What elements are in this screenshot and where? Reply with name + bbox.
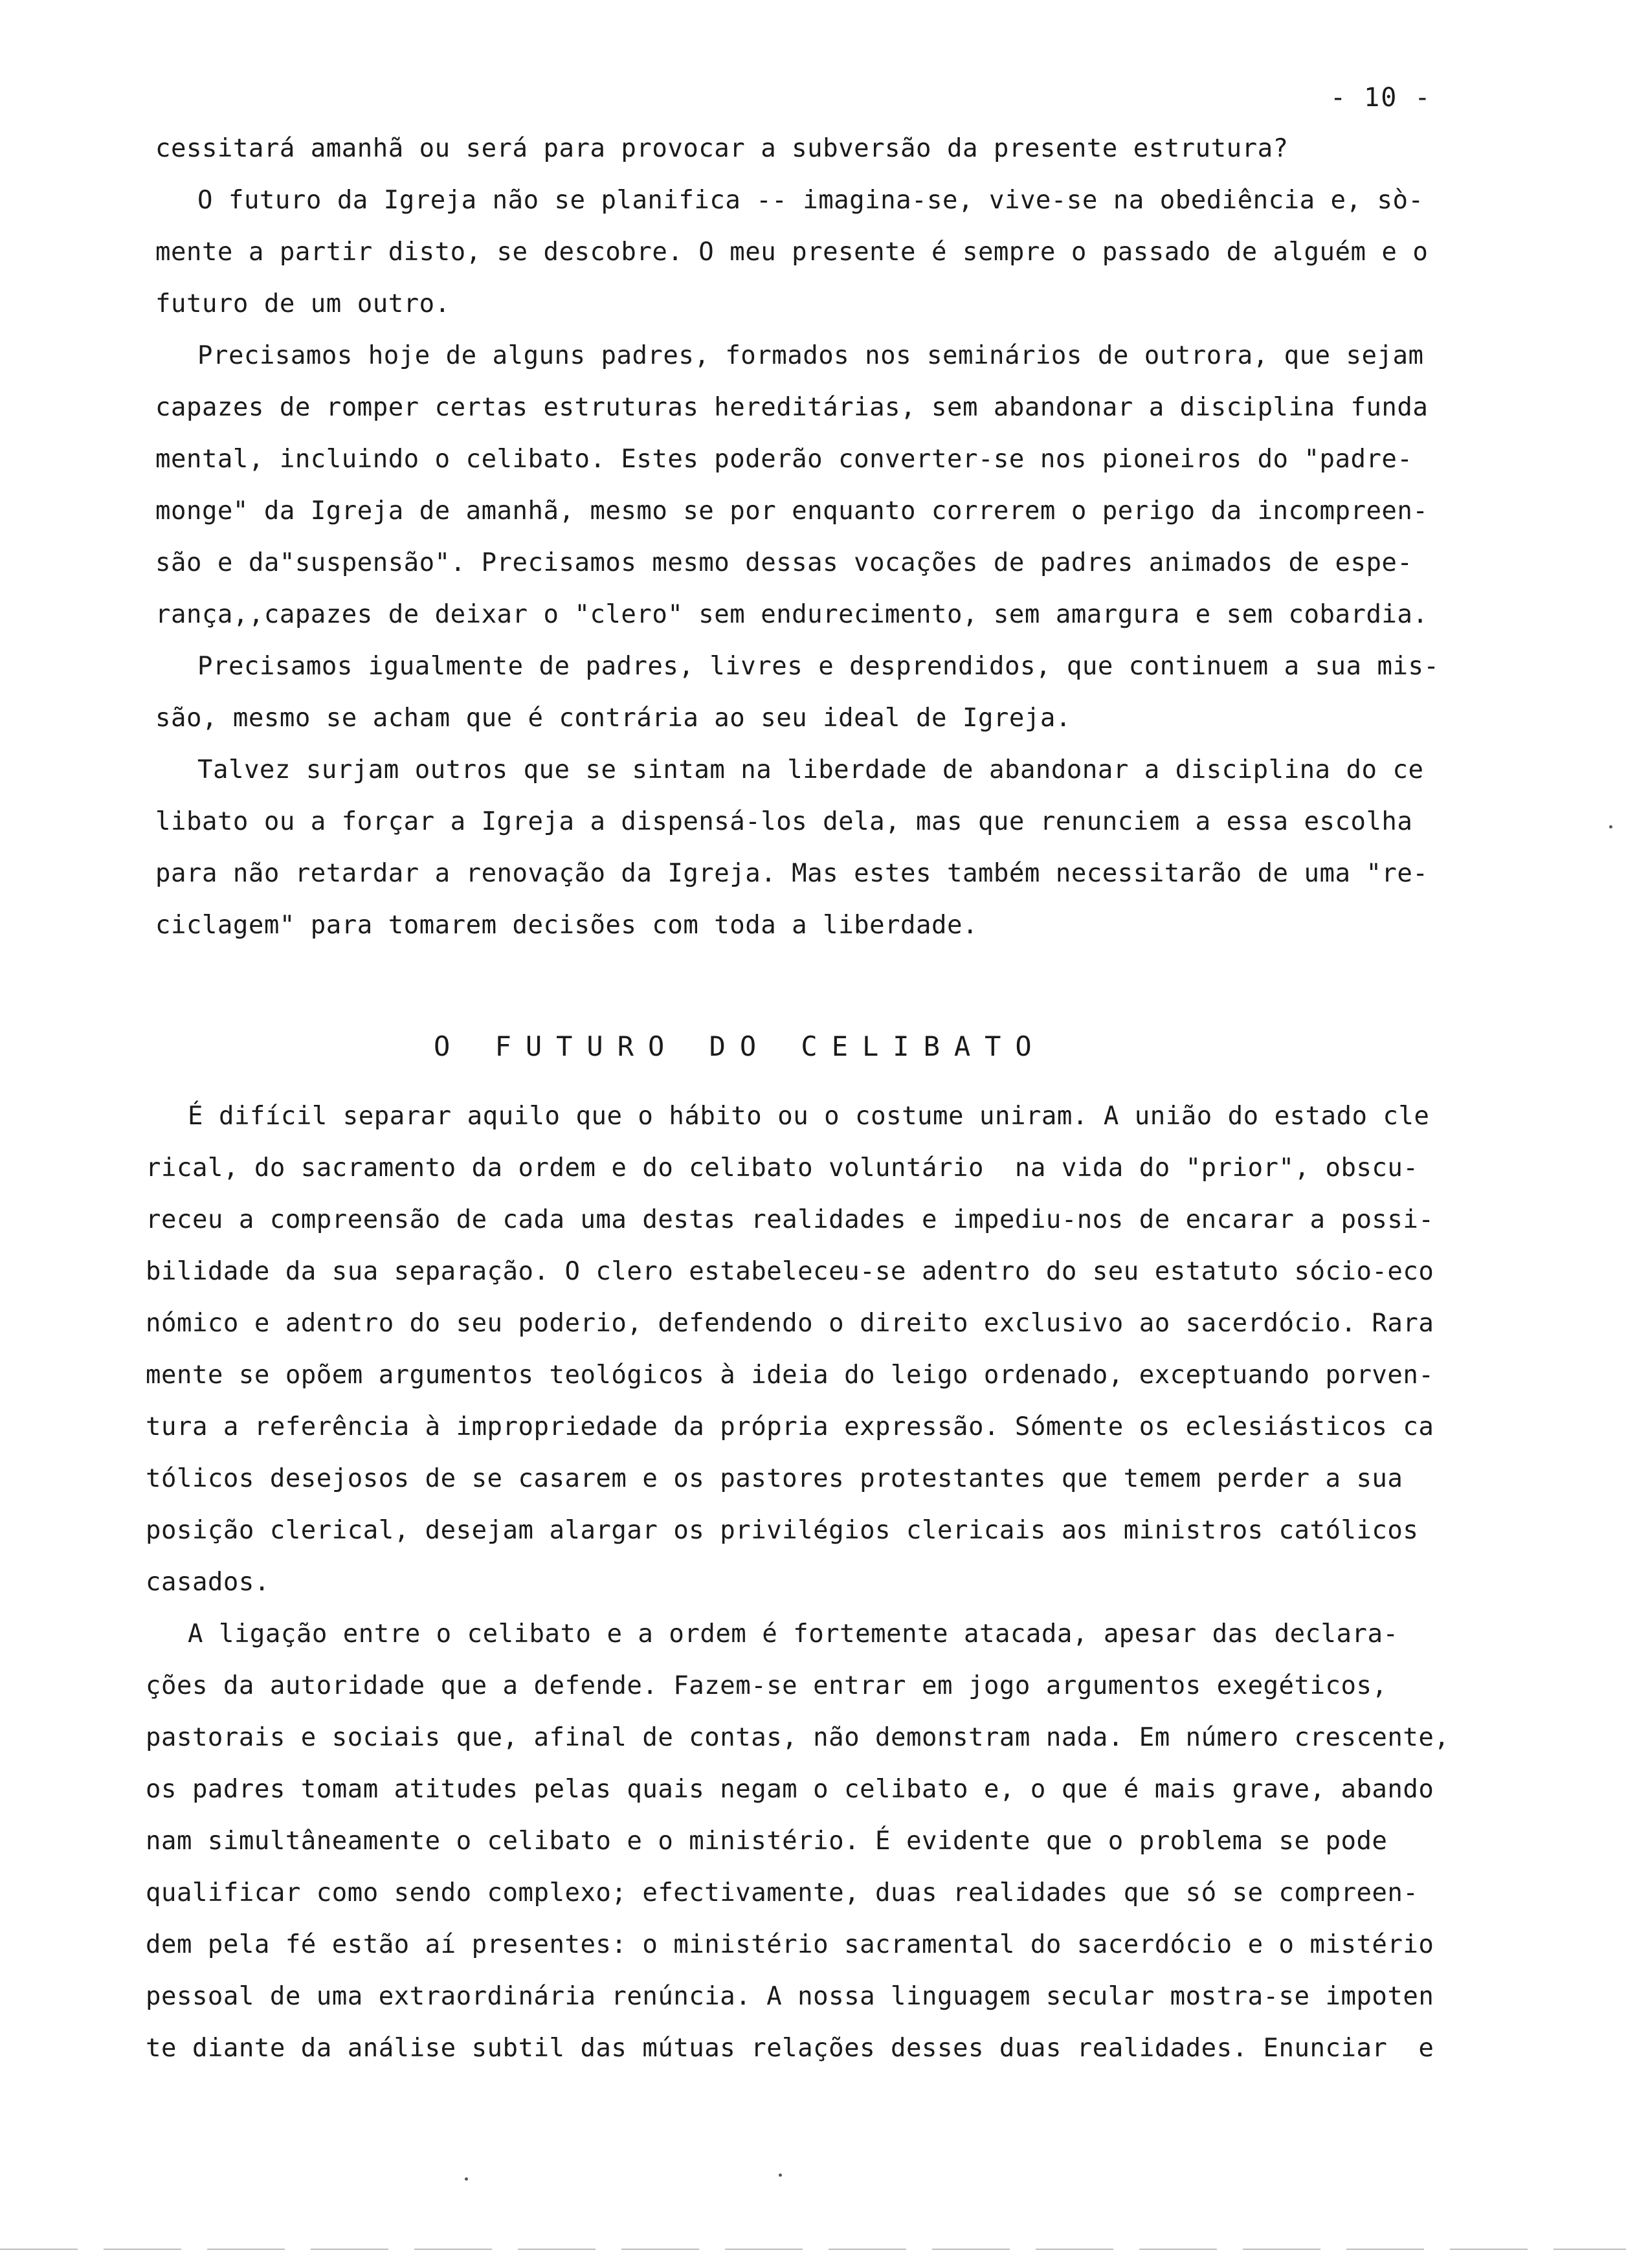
text-line: nómico e adentro do seu poderio, defendendo o direito exclusivo ao sacerdócio. Rara [146,1309,1434,1338]
text-line: libato ou a forçar a Igreja a dispensá-los dela, mas que renunciem a essa escolha [155,807,1413,836]
text-line: são e da"suspensão". Precisamos mesmo dessas vocações de padres animados de espe- [155,548,1413,577]
text-line: pastorais e sociais que, afinal de contas, não demonstram nada. Em número crescente, [146,1723,1450,1752]
text-line: qualificar como sendo complexo; efectivamente, duas realidades que só se compreen- [146,1878,1419,1907]
text-line: pessoal de uma extraordinária renúncia. A nossa linguagem secular mostra-se impoten [146,1982,1434,2011]
text-line: posição clerical, desejam alargar os privilégios clericais aos ministros católicos [146,1516,1419,1545]
text-line: te diante da análise subtil das mútuas relações desses duas realidades. Enunciar e [146,2034,1434,2063]
text-line: O futuro da Igreja não se planifica -- imagina-se, vive-se na obediência e, sò- [197,186,1424,215]
text-line: dem pela fé estão aí presentes: o ministério sacramental do sacerdócio e o mistério [146,1930,1434,1959]
text-line: tólicos desejosos de se casarem e os pastores protestantes que temem perder a sua [146,1464,1403,1493]
text-line: casados. [146,1568,270,1597]
text-line: ciclagem" para tomarem decisões com toda a liberdade. [155,911,978,940]
text-line: futuro de um outro. [155,289,451,318]
text-line: Precisamos igualmente de padres, livres e desprendidos, que continuem a sua mis- [197,652,1440,681]
text-line: rança,,capazes de deixar o "clero" sem endurecimento, sem amargura e sem cobardia. [155,600,1429,629]
text-line: para não retardar a renovação da Igreja. Mas estes também necessitarão de uma "re- [155,859,1429,888]
text-line: nam simultâneamente o celibato e o ministério. É evidente que o problema se pode [146,1827,1388,1856]
text-line: É difícil separar aquilo que o hábito ou o costume uniram. A união do estado cle [188,1102,1430,1131]
text-line: mente se opõem argumentos teológicos à ideia do leigo ordenado, exceptuando porven- [146,1361,1434,1390]
text-line: Talvez surjam outros que se sintam na liberdade de abandonar a disciplina do ce [197,755,1424,784]
text-line: os padres tomam atitudes pelas quais negam o celibato e, o que é mais grave, abando [146,1775,1434,1804]
text-line: receu a compreensão de cada uma destas realidades e impediu-nos de encarar a possi- [146,1205,1434,1234]
page-number: - 10 - [1330,83,1432,113]
text-line: bilidade da sua separação. O clero estabeleceu-se adentro do seu estatuto sócio-eco [146,1257,1434,1286]
scan-speck [1609,825,1612,828]
text-line: Precisamos hoje de alguns padres, formados nos seminários de outrora, que sejam [197,341,1424,370]
text-line: mental, incluindo o celibato. Estes poderão converter-se nos pioneiros do "padre- [155,445,1413,474]
text-line: tura a referência à impropriedade da própria expressão. Sómente os eclesiásticos ca [146,1412,1434,1441]
scan-speck [779,2174,782,2177]
scan-rule [0,2249,1626,2250]
text-line: ções da autoridade que a defende. Fazem-se entrar em jogo argumentos exegéticos, [146,1671,1388,1700]
scan-speck [465,2177,468,2181]
section-heading: O FUTURO DO CELIBATO [434,1030,1046,1062]
text-line: são, mesmo se acham que é contrária ao seu ideal de Igreja. [155,704,1071,733]
text-line: rical, do sacramento da ordem e do celibato voluntário na vida do "prior", obscu- [146,1153,1419,1183]
text-line: cessitará amanhã ou será para provocar a subversão da presente estrutura? [155,134,1289,163]
text-line: mente a partir disto, se descobre. O meu presente é sempre o passado de alguém e o [155,238,1429,267]
text-line: monge" da Igreja de amanhã, mesmo se por enquanto correrem o perigo da incompreen- [155,496,1429,526]
text-line: capazes de romper certas estruturas hereditárias, sem abandonar a disciplina funda [155,393,1429,422]
text-line: A ligação entre o celibato e a ordem é fortemente atacada, apesar das declara- [188,1619,1399,1649]
